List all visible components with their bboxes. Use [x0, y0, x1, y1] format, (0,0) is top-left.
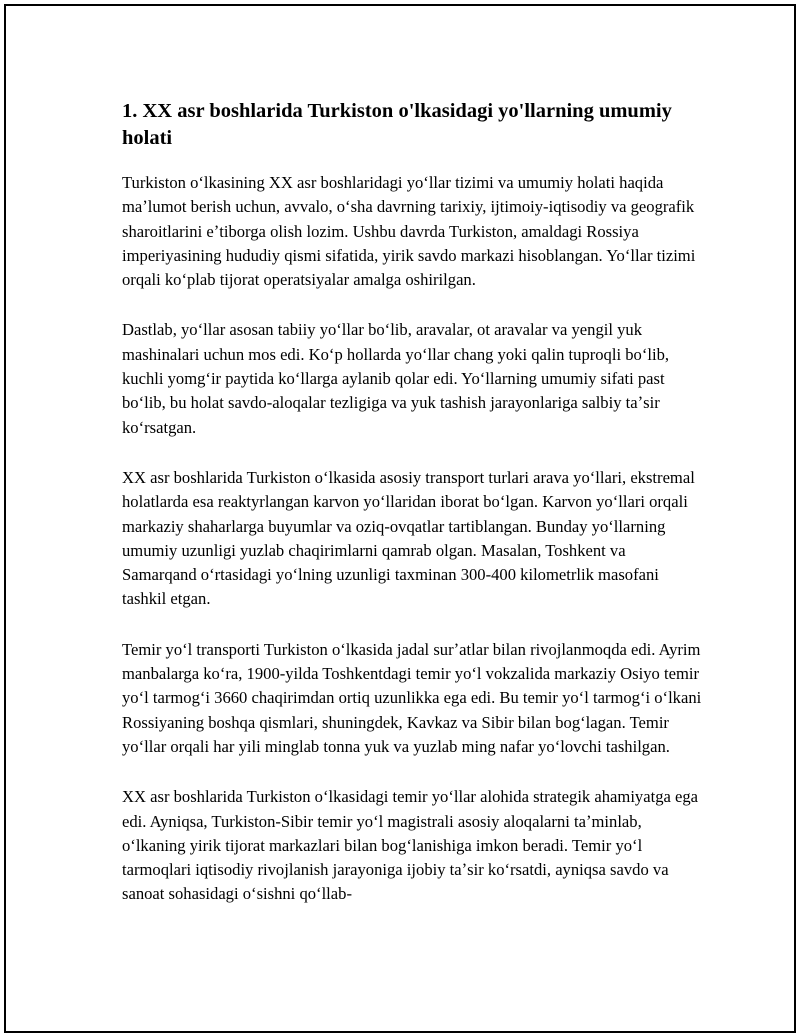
- paragraph-5: XX asr boshlarida Turkiston oʻlkasidagi temir yoʻllar alohida strategik ahamiyatga ega edi. Ayniqsa, Turkiston-Sibir temir yoʻl magistrali asosiy aloqalarni taʼminlab, oʻlkaning yirik tijorat markazlari bilan bogʻlanishiga imkon beradi. Temir yoʻl tarmoqlari iqtisodiy rivojlanish jarayoniga ijobiy taʼsir koʻrsatdi, ayniqsa savdo va sanoat sohasidagi oʻsishni qoʻllab-: [122, 787, 699, 904]
- paragraph-2: Dastlab, yoʻllar asosan tabiiy yoʻllar boʻlib, aravalar, ot aravalar va yengil yuk mashinalari uchun mos edi. Koʻp hollarda yoʻllar chang yoki qalin tuproqli boʻlib, kuchli yomgʻir paytida koʻllarga aylanib qolar edi. Yoʻllarning umumiy sifati past boʻlib, bu holat savdo-aloqalar tezligiga va yuk tashish jarayonlariga salbiy taʼsir koʻrsatgan.: [122, 320, 670, 437]
- paragraph-3: XX asr boshlarida Turkiston oʻlkasida asosiy transport turlari arava yoʻllari, ekstremal holatlarda esa reaktyrlangan karvon yoʻllaridan iborat boʻlgan. Karvon yoʻllari orqali markaziy shaharlarga buyumlar va oziq-ovqatlar tartiblangan. Bunday yoʻllarning umumiy uzunligi yuzlab chaqirimlarni qamrab olgan. Masalan, Toshkent va Samarqand oʻrtasidagi yoʻlning uzunligi taxminan 300-400 kilometrlik masofani tashkil etgan.: [122, 467, 695, 609]
- section-heading: 1. XX asr boshlarida Turkiston o'lkasidagi yo'llarning umumiy holati: [122, 100, 672, 149]
- page-frame: [4, 4, 796, 1033]
- paragraph-1: Turkiston oʻlkasining XX asr boshlaridagi yoʻllar tizimi va umumiy holati haqida maʼlumot berish uchun, avvalo, oʻsha davrning tarixiy, ijtimoiy-iqtisodiy va geografik sharoitlarini eʼtiborga olish lozim. Ushbu davrda Turkiston, amaldagi Rossiya imperiyasining hududiy qismi sifatida, yirik savdo markazi hisoblangan. Yoʻllar tizimi orqali koʻplab tijorat operatsiyalar amalga oshirilgan.: [122, 173, 696, 290]
- paragraph-4: Temir yoʻl transporti Turkiston oʻlkasida jadal surʼatlar bilan rivojlanmoqda edi. Ayrim manbalarga koʻra, 1900-yilda Toshkentdagi temir yoʻl vokzalida markaziy Osiyo temir yoʻl tarmogʻi 3660 chaqirimdan ortiq uzunlikka ega edi. Bu temir yoʻl tarmogʻi oʻlkani Rossiyaning boshqa qismlari, shuningdek, Kavkaz va Sibir bilan bogʻlagan. Temir yoʻllar orqali har yili minglab tonna yuk va yuzlab ming nafar yoʻlovchi tashilgan.: [122, 639, 702, 756]
- document-body: [122, 98, 702, 933]
